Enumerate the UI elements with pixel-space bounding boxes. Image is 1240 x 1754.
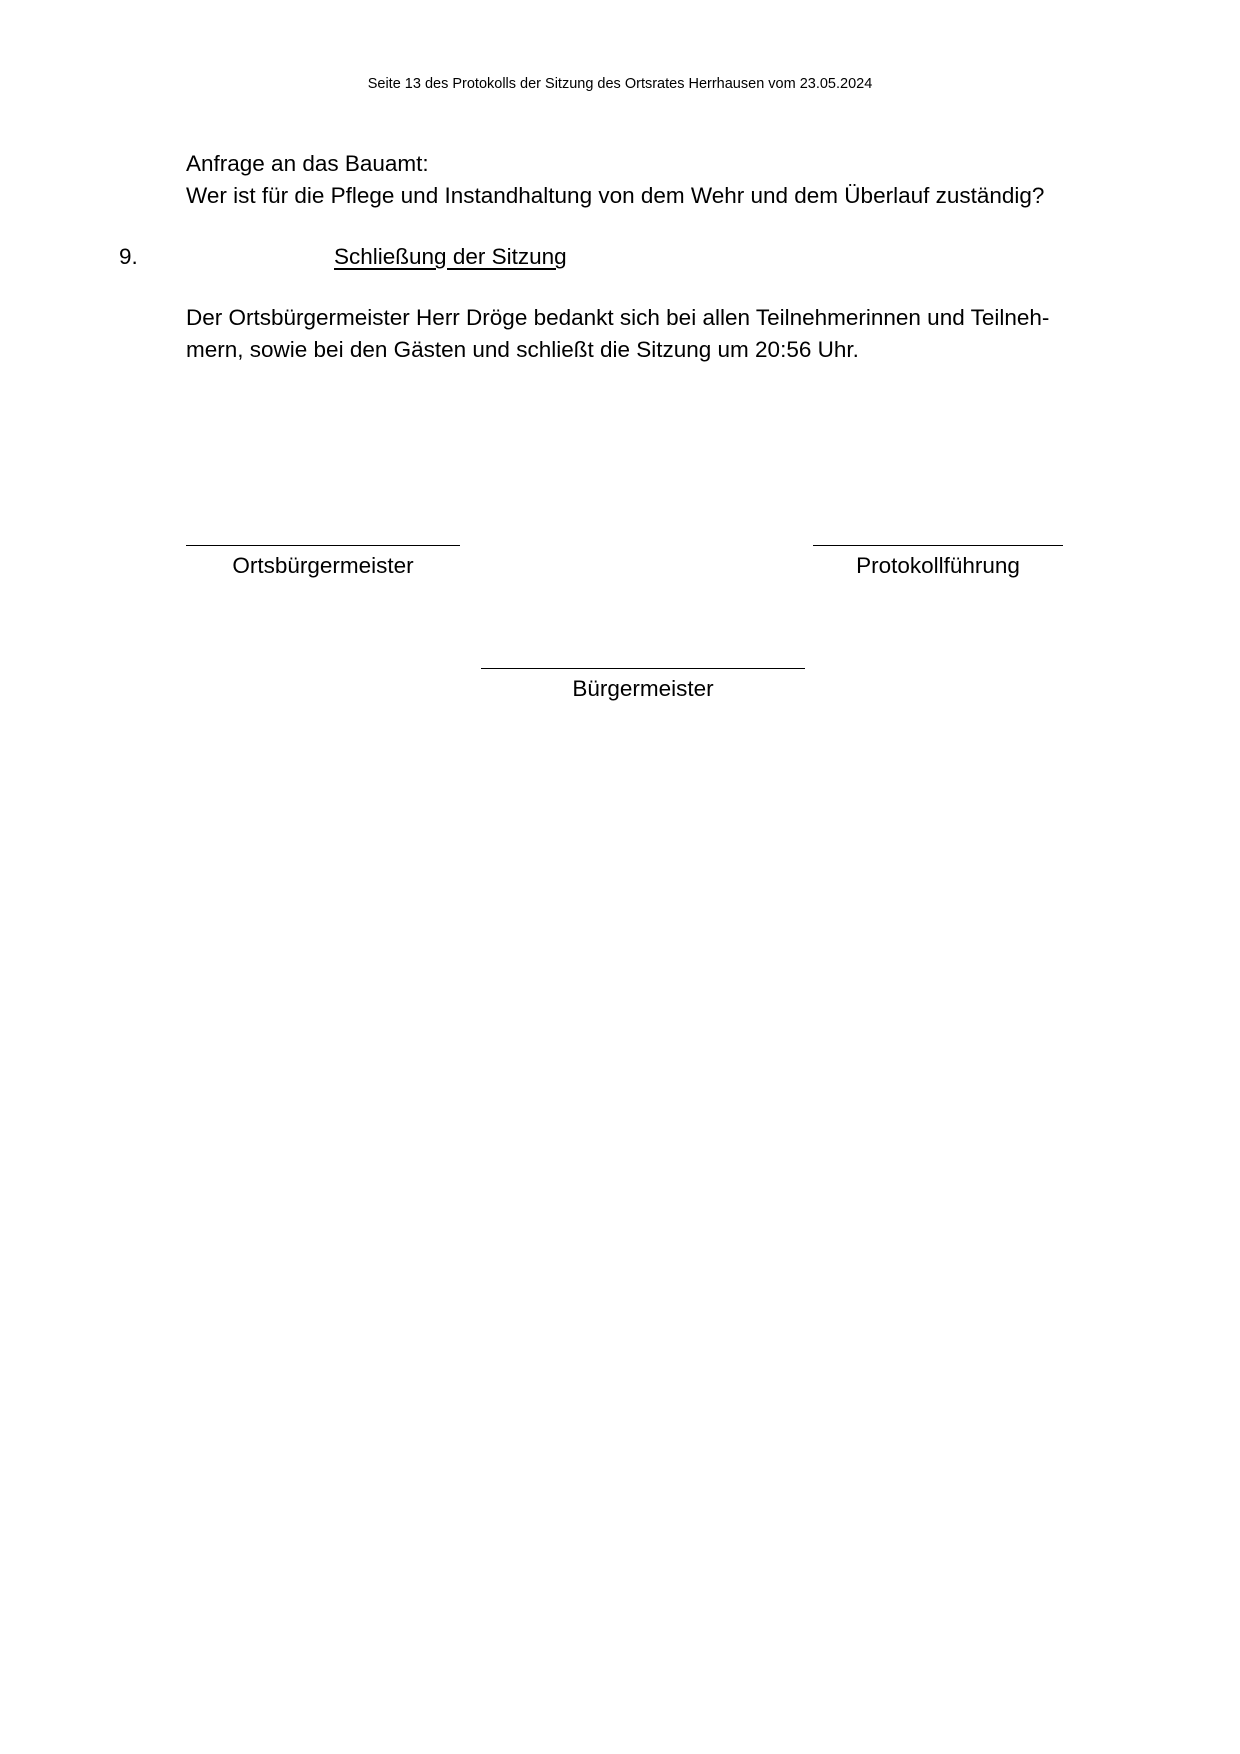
signature-ortsbuergermeister	[186, 545, 460, 582]
signature-label: Ortsbürgermeister	[232, 553, 414, 578]
closing-line-2: mern, sowie bei den Gästen und schließt die Sitzung um 20:56 Uhr.	[186, 337, 859, 362]
inquiry-block	[186, 148, 1094, 212]
inquiry-question: Wer ist für die Pflege und Instandhaltung von dem Wehr und dem Überlauf zuständig?	[186, 183, 1045, 208]
signature-protokollfuehrung	[813, 545, 1063, 582]
signature-buergermeister	[481, 668, 805, 705]
signature-line	[186, 545, 460, 546]
closing-line-1: Der Ortsbürgermeister Herr Dröge bedankt sich bei allen Teilnehmerinnen und Teilneh-	[186, 305, 1050, 330]
section-title: Schließung der Sitzung	[334, 244, 567, 269]
section-number: 9.	[119, 244, 138, 269]
page-header: Seite 13 des Protokolls der Sitzung des Ortsrates Herrhausen vom 23.05.2024	[367, 76, 873, 92]
signature-line	[481, 668, 805, 669]
signature-label: Bürgermeister	[572, 676, 714, 701]
signature-label: Protokollführung	[856, 553, 1020, 578]
closing-paragraph	[186, 302, 1094, 366]
signature-line	[813, 545, 1063, 546]
inquiry-heading: Anfrage an das Bauamt:	[186, 151, 429, 176]
